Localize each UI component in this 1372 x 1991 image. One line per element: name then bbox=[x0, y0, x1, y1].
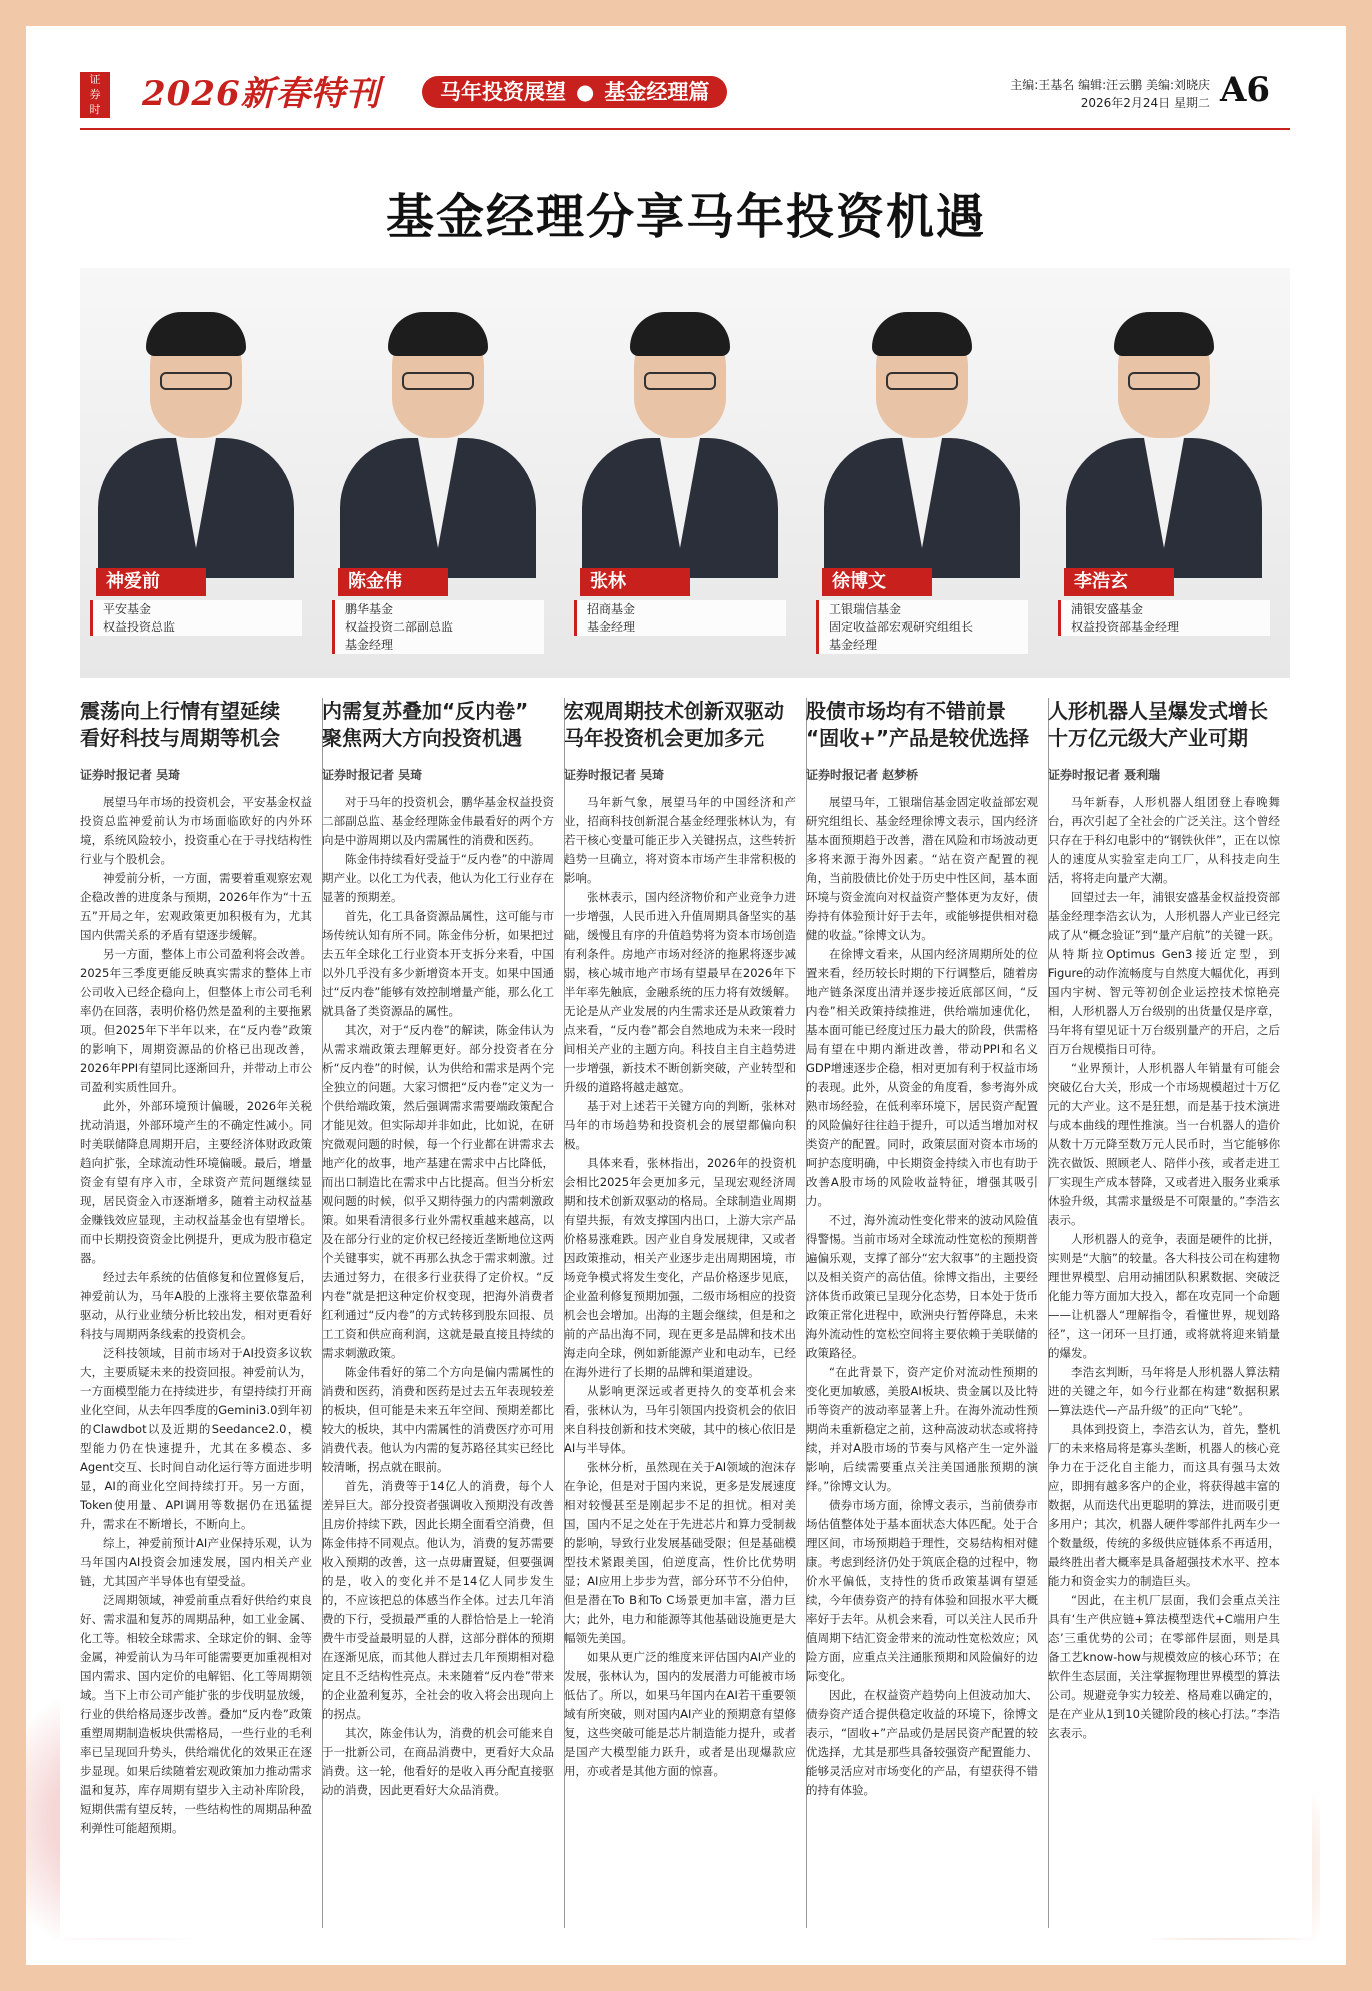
manager-role: 权益投资部基金经理 bbox=[1071, 620, 1180, 634]
portrait-li bbox=[1048, 268, 1290, 678]
article-body bbox=[564, 793, 796, 1781]
glasses-icon bbox=[1128, 372, 1200, 390]
article-paragraph: 对于马年的投资机会，鹏华基金权益投资二部副总监、基金经理陈金伟最看好的两个方向是中游周期以及内需属性的消费和医药。 bbox=[322, 795, 554, 847]
newspaper-page bbox=[60, 48, 1312, 1938]
article-paragraph: 在徐博文看来，从国内经济周期所处的位置来看，经历较长时期的下行调整后，随着房地产链条深度出清并逐步接近底部区间，“反内卷”相关政策持续推进，供给端加速优化，基本面可能已经度过压力最大的阶段，供需格局有望在中期内渐进改善，带动PPI和名义GDP增速逐步企稳，相对更加有利于权益市场的表现。此外，从资金的角度看，参考海外成熟市场经验，在低利率环境下，居民资产配置的风险偏好往往趋于提升，可以适当增加对权类资产的配置。同时，政策层面对资本市场的呵护态度明确，中长期资金持续入市也有助于改善A股市场的风险收益特征，增强其吸引力。 bbox=[806, 947, 1038, 1208]
hair-shape bbox=[630, 312, 730, 356]
section-subtopic: 基金经理篇 bbox=[604, 80, 710, 104]
article-paragraph: 人形机器人的竞争，表面是硬件的比拼，实则是“大脑”的较量。各大科技公司在构建物理世界模型、启用动捕团队积累数据、突破泛化能力等方面加大投入，都在攻克同一个命题——让机器人“理解指令，看懂世界，规划路径”，这一闭环一旦打通，或将就将迎来销量的爆发。 bbox=[1048, 1232, 1280, 1360]
glasses-icon bbox=[644, 372, 716, 390]
headline-line-2: 十万亿元级大产业可期 bbox=[1048, 726, 1248, 750]
article-headline bbox=[322, 698, 554, 752]
article-body bbox=[80, 793, 312, 1838]
article-paragraph: 综上，神爱前预计AI产业保持乐观，认为马年国内AI投资会加速发展，国内相关产业链，尤其国产半导体也有望受益。 bbox=[80, 1536, 312, 1588]
manager-org: 工银瑞信基金 bbox=[829, 602, 902, 616]
article-paragraph: 首先，消费等于14亿人的消费，每个人差异巨大。部分投资者强调收入预期没有改善且房价持续下跌，因此长期全面看空消费，但陈金伟持不同观点。他认为，消费的复苏需要收入预期的改善，这一点毋庸置疑，但要强调的是，收入的变化并不是14亿人同步发生的，不应该把总的体感当作全体。过去几年消费的下行，受损最严重的人群恰恰是上一轮消费牛市受益最明显的人群，这部分群体的预期在逐渐见底，而其他人群过去几年预期相对稳定且不乏结构性亮点。未来随着“反内卷”带来的企业盈利复苏，全社会的收入将会出现向上的拐点。 bbox=[322, 1479, 554, 1721]
section-topic: 马年投资展望 bbox=[440, 80, 566, 104]
manager-org: 平安基金 bbox=[103, 602, 152, 616]
name-card bbox=[1058, 568, 1270, 664]
name-card bbox=[574, 568, 786, 664]
article-byline: 证券时报记者 吴琦 bbox=[80, 768, 181, 782]
headline-line-2: 聚焦两大方向投资机遇 bbox=[322, 726, 522, 750]
article-paragraph: 展望马年市场的投资机会，平安基金权益投资总监神爱前认为市场面临欧好的内外环境，系统风险较小，投资重心在于寻找结构性行业与个股机会。 bbox=[80, 795, 312, 866]
article-paragraph: 债券市场方面，徐博文表示，当前债券市场估值整体处于基本面状态大体匹配。处于合理区间，市场预期趋于理性，交易结构相对健康。考虑到经济仍处于筑底企稳的过程中，物价水平偏低，支持性的货币政策基调有望延续，今年债券资产的持有体验和回报水平大概率好于去年。从机会来看，可以关注人民币升值周期下结汇资金带来的流动性宽松效应；风险方面，应重点关注通胀预期和风险偏好的边际变化。 bbox=[806, 1498, 1038, 1683]
name-card bbox=[816, 568, 1028, 664]
portrait-shen bbox=[80, 268, 322, 678]
article-paragraph: 具体来看，张林指出，2026年的投资机会相比2025年会更加多元，呈现宏观经济周期和技术创新双驱动的格局。全球制造业周期有望共振，有效支撑国内出口，上游大宗产品价格易涨难跌。因产业自身发展规律，又或者因政策推动，相关产业逐步走出周期困境，市场竞争模式将发生变化，产品价格逐步见底，企业盈利修复预期加强，二级市场相应的投资机会也会增加。出海的主题会继续，但是和之前的产品出海不同，现在更多是品牌和技术出海走向全球，例如新能源产业和电动车，已经在海外进行了长期的品牌和渠道建设。 bbox=[564, 1156, 796, 1379]
page-number: A6 bbox=[1220, 70, 1271, 110]
article-paragraph: 基于对上述若干关键方向的判断，张林对马年的市场趋势和投资机会的展望都偏向积极。 bbox=[564, 1099, 796, 1151]
article-paragraph: 马年新春，人形机器人组团登上春晚舞台，再次引起了全社会的广泛关注。这个曾经只存在于科幻电影中的“钢铁伙伴”，正在以惊人的速度从实验室走向工厂，从科技走向生活，将将走向量产大潮。 bbox=[1048, 795, 1280, 885]
article-paragraph: 张林表示，国内经济物价和产业竞争力进一步增强，人民币进入升值周期具备坚实的基础，缓慢且有序的升值趋势将为资本市场创造有利条件。房地产市场对经济的拖累将逐步减弱，核心城市地产市场有望最早在2026年下半年率先触底，金融系统的压力将有效缓解。无论是从产业发展的内生需求还是从政策着力点来看，“反内卷”都会自然地成为未来一段时间相关产业的主题方向。科技自主自主趋势进一步增强，新技术不断创新突破，产业转型和升级的道路将越走越宽。 bbox=[564, 890, 796, 1094]
glasses-icon bbox=[402, 372, 474, 390]
article-column bbox=[806, 698, 1038, 1928]
manager-role: 基金经理 bbox=[587, 620, 636, 634]
manager-info bbox=[816, 600, 1028, 654]
article-paragraph: 泛周期领域，神爱前重点看好供给约束良好、需求温和复苏的周期品种，如工业金属、化工等。相较全球需求、全球定价的铜、金等金属，神爱前认为马年可能需要更加重视相对国内需求、国内定价的电解铝、化工等周期领域。当下上市公司产能扩张的步伐明显放缓，行业的供给格局逐步改善。叠加“反内卷”政策重塑周期制造板块供需格局，一些行业的毛利率已呈现回升势头，供给端优化的效果正在逐步显现。如果后续随着宏观政策加力推动需求温和复苏，库存周期有望步入主动补库阶段，短期供需有望反转，一些结构性的周期品种盈利弹性可能超预期。 bbox=[80, 1593, 312, 1835]
article-paragraph: 另一方面，整体上市公司盈利将会改善。2025年三季度更能反映真实需求的整体上市公司收入已经企稳向上，但整体上市公司毛利率仍在回落，表明价格仍然是盈利的主要拖累项。但2025年下半年以来，在“反内卷”政策的影响下，周期资源品的价格已出现改善，2026年PPI有望同比逐渐回升，并带动上市公司盈利实质性回升。 bbox=[80, 947, 312, 1094]
article-headline bbox=[806, 698, 1038, 752]
section-ribbon bbox=[422, 76, 727, 108]
manager-role: 固定收益部宏观研究组组长 bbox=[829, 620, 974, 634]
manager-name: 张林 bbox=[580, 568, 690, 596]
article-paragraph: 展望马年，工银瑞信基金固定收益部宏观研究组组长、基金经理徐博文表示，国内经济基本面预期趋于改善，潜在风险和市场波动更多将来源于海外因素。“站在资产配置的视角，当前股债比价处于历史中性区间，基本面环境与资金流向对权益资产整体更为友好，债券持有体验预计好于去年，或能够提供相对稳健的收益。”徐博文认为。 bbox=[806, 795, 1038, 942]
article-columns bbox=[80, 698, 1290, 1928]
manager-org: 鹏华基金 bbox=[345, 602, 394, 616]
manager-role-2: 基金经理 bbox=[829, 638, 878, 652]
header-divider bbox=[80, 128, 1290, 130]
article-byline: 证券时报记者 聂利瑞 bbox=[1048, 768, 1161, 782]
article-paragraph: 张林分析，虽然现在关于AI领域的泡沫存在争论，但是对于国内来说，更多是发展速度相对较慢甚至是刚起步不足的担忧。相对美国，国内不足之处在于先进芯片和算力受制裁的影响，导致行业发展基础受限；但是基础模型技术紧跟美国，伯逆度高，性价比优势明显；AI应用上步步为营，部分环节不分伯仲，但是潜在To B和To C场景更加丰富，潜力巨大；此外，电力和能源等其他基础设施更是大幅领先美国。 bbox=[564, 1460, 796, 1645]
manager-name: 徐博文 bbox=[822, 568, 932, 596]
article-paragraph: 马年新气象，展望马年的中国经济和产业，招商科技创新混合基金经理张林认为，有若干核心变量可能正步入关键拐点，这些转折趋势一旦确立，将对资本市场产生非常积极的影响。 bbox=[564, 795, 796, 885]
article-paragraph: “因此，在主机厂层面，我们会重点关注具有‘生产供应链+算法模型迭代+C端用户生态’三重优势的公司；在零部件层面，则是具备工艺know-how与规模效应的核心环节；在软件生态层面，关注掌握物理世界模型的算法公司。规避竞争实力较差、格局难以确定的，是在产业从1到10关键阶段的核心打法。”李浩玄表示。 bbox=[1048, 1593, 1280, 1740]
portrait-strip bbox=[80, 268, 1290, 678]
article-paragraph: 李浩玄判断，马年将是人形机器人算法精进的关键之年，如今行业都在构建“数据积累—算法迭代—产品升级”的正向“飞轮”。 bbox=[1048, 1365, 1280, 1417]
manager-name: 神爱前 bbox=[96, 568, 206, 596]
article-body bbox=[1048, 793, 1280, 1743]
article-paragraph: 神爱前分析，一方面，需要着重观察宏观企稳改善的进度条与预期，2026年作为“十五五”开局之年，宏观政策更加积极有为，尤其国内供需关系的矛盾有望逐步缓解。 bbox=[80, 871, 312, 942]
article-headline bbox=[1048, 698, 1280, 752]
page-header bbox=[60, 48, 1312, 118]
manager-name: 陈金伟 bbox=[338, 568, 448, 596]
article-paragraph: 陈金伟看好的第二个方向是偏内需属性的消费和医药，消费和医药是过去五年表现较差的板块，但可能是未来五年空间、预期差都比较大的板块，其中内需属性的消费医疗亦可用消费代表。他认为内需的复苏路径其实已经比较清晰，拐点就在眼前。 bbox=[322, 1365, 554, 1474]
article-column bbox=[1048, 698, 1280, 1928]
article-paragraph: 陈金伟持续看好受益于“反内卷”的中游周期产业。以化工为代表，他认为化工行业存在显著的预期差。 bbox=[322, 852, 554, 904]
article-paragraph: 其次，对于“反内卷”的解读，陈金伟认为从需求端政策去理解更好。部分投资者在分析“反内卷”的时候，认为供给和需求是两个完全独立的问题。大家习惯把“反内卷”定义为一个供给端政策，然后强调需求需要端政策配合才能见效。但实际却并非如此，比如说，在研究微观问题的时候，每一个行业都在讲需求去地产化的故事，地产基建在需求中占比降低，而出口制造比在需求中占比提高。但当分析宏观问题的时候，似乎又期待强力的内需刺激政策。如果看清很多行业外需权重越来越高，以及在部分行业的定价权已经接近垄断地位这两个关键事实，就不再那么执念于需求刺激。过去通过努力，在很多行业获得了定价权。“反内卷”就是把这种定价权变现，把海外消费者红利通过“反内卷”的方式转移到股东回报、员工工资和供应商利润，这就是最直接且持续的需求刺激政策。 bbox=[322, 1023, 554, 1360]
headline-line-2: 马年投资机会更加多元 bbox=[564, 726, 764, 750]
article-body bbox=[806, 793, 1038, 1800]
article-paragraph: 首先，化工具备资源品属性，这可能与市场传统认知有所不同。陈金伟分析，如果把过去五年全球化工行业资本开支拆分来看，中国以外几乎没有多少新增资本开支。如果中国通过“反内卷”能够有效控制增量产能，那么化工就具备了类资源品的属性。 bbox=[322, 909, 554, 1018]
manager-name: 李浩玄 bbox=[1064, 568, 1174, 596]
article-paragraph: “在此背景下，资产定价对流动性预期的变化更加敏感，美股AI板块、贵金属以及比特币等资产的波动率显著上升。在海外流动性预期尚未重新稳定之前，这种高波动状态或将持续，并对A股市场的节奏与风格产生一定外溢影响，后续需要重点关注美国通胀预期的演绎。”徐博文认为。 bbox=[806, 1365, 1038, 1493]
headline-line-1: 震荡向上行情有望延续 bbox=[80, 699, 280, 723]
portrait-xu bbox=[806, 268, 1048, 678]
newspaper-seal-icon: 证 券 时 bbox=[80, 72, 110, 118]
hair-shape bbox=[388, 312, 488, 356]
article-paragraph: 从影响更深远或者更持久的变革机会来看，张林认为，马年引领国内投资机会的依旧来自科技创新和技术突破，其中的核心依旧是AI与半导体。 bbox=[564, 1384, 796, 1455]
portrait-zhang bbox=[564, 268, 806, 678]
manager-info bbox=[1058, 600, 1270, 636]
staff-credits: 主编:王基名 编辑:汪云鹏 美编:刘晓庆 bbox=[1010, 78, 1210, 92]
manager-info bbox=[90, 600, 302, 636]
separator-dot-icon: ● bbox=[576, 80, 595, 104]
manager-info bbox=[332, 600, 544, 654]
publish-date: 2026年2月24日 星期二 bbox=[1080, 96, 1210, 110]
glasses-icon bbox=[886, 372, 958, 390]
article-byline: 证券时报记者 赵梦桥 bbox=[806, 768, 919, 782]
headline-line-2: 看好科技与周期等机会 bbox=[80, 726, 280, 750]
headline-line-1: 股债市场均有不错前景 bbox=[806, 699, 1006, 723]
name-card bbox=[332, 568, 544, 664]
glasses-icon bbox=[160, 372, 232, 390]
manager-org: 招商基金 bbox=[587, 602, 636, 616]
portrait-chen bbox=[322, 268, 564, 678]
page-title: 基金经理分享马年投资机遇 bbox=[385, 189, 986, 245]
headline-line-1: 宏观周期技术创新双驱动 bbox=[564, 699, 784, 723]
article-paragraph: 如果从更广泛的维度来评估国内AI产业的发展，张林认为，国内的发展潜力可能被市场低估了。所以，如果马年国内在AI若干重要领域有所突破，则对国内AI产业的预期意有望修复，这些突破可能是芯片制造能力提升，或者是国产大模型能力跃升，或者是出现爆款应用，亦或者是其他方面的惊喜。 bbox=[564, 1650, 796, 1778]
manager-role: 权益投资二部副总监 bbox=[345, 620, 454, 634]
hair-shape bbox=[1114, 312, 1214, 356]
article-paragraph: 泛科技领域，目前市场对于AI投资多议软大，主要质疑未来的投资回报。神爱前认为，一方面模型能力在持续进步，有望持续打开商业化空间，从去年四季度的Gemini3.0到年初的Clawdbot以及近期的Seedance2.0，模型能力仍在快速提升，尤其在多模态、多Agent交互、长时间自动化运行等方面进步明显，AI的商业化空间持续打开。另一方面，Token使用量、API调用等数据仍在迅猛提升，需求在不断增长，不断向上。 bbox=[80, 1346, 312, 1531]
hair-shape bbox=[146, 312, 246, 356]
headline-line-2: “固收+”产品是较优选择 bbox=[806, 726, 1030, 750]
article-column bbox=[80, 698, 312, 1928]
article-paragraph: 此外，外部环境预计偏暖，2026年关税扰动消退，外部环境产生的不确定性减小。同时美联储降息周期开启，主要经济体财政政策趋向扩张，全球流动性环境偏暖。最后，增量资金有望有序入市，全球资产荒问题继续显现，居民资金入市逐渐增多，随着主动权益基金赚钱效应显现，主动权益基金也有望增长。而中长期投资资金比例提升，更成为股市稳定器。 bbox=[80, 1099, 312, 1265]
manager-info bbox=[574, 600, 786, 636]
manager-role-2: 基金经理 bbox=[345, 638, 394, 652]
issue-brand: 2026新春特刊 bbox=[142, 74, 381, 114]
manager-role: 权益投资总监 bbox=[103, 620, 176, 634]
article-byline: 证券时报记者 吴琦 bbox=[322, 768, 423, 782]
article-paragraph: 回望过去一年，浦银安盛基金权益投资部基金经理李浩玄认为，人形机器人产业已经完成了从“概念验证”到“量产启航”的关键一跃。从特斯拉Optimus Gen3接近定型，到Figure的动作流畅度与自然度大幅优化，再到国内宇树、智元等初创企业运控技术惊艳亮相，人形机器人万台级别的出货量仅是序章，马年将有望见证十万台级别量产的开启，之后百万台规模指日可待。 bbox=[1048, 890, 1280, 1056]
hair-shape bbox=[872, 312, 972, 356]
article-paragraph: 具体到投资上，李浩玄认为，首先，整机厂的未来格局将是寡头垄断，机器人的核心竞争力在于泛化自主能力，而这具有强马太效应，即拥有越多客户的企业，将获得越丰富的数据，从而迭代出更聪明的算法，进而吸引更多用户；其次，机器人硬件零部件扎两车少一个数量级，传统的多级供应链体系不再适用，最终胜出者大概率是具备超强技术水平、控本能力和资金实力的制造巨头。 bbox=[1048, 1422, 1280, 1588]
page-meta bbox=[1010, 76, 1210, 112]
article-byline: 证券时报记者 吴琦 bbox=[564, 768, 665, 782]
article-paragraph: 经过去年系统的估值修复和位置修复后，神爱前认为，马年A股的上涨将主要依靠盈利驱动，从行业业绩分析比较出发，相对更看好科技与周期两条线索的投资机会。 bbox=[80, 1270, 312, 1341]
article-paragraph: “业界预计，人形机器人年销量有可能会突破亿台大关，形成一个市场规模超过十万亿元的大产业。这不是狂想，而是基于技术演进与成本曲线的理性推演。当一台机器人的造价从数十万元降至数万元人民币时，当它能够你洗衣做饭、照顾老人、陪伴小孩，或者走进工厂实现生产成本替降，又或者进入服务业乘承休验升级，其需求量级是不可限量的。”李浩玄表示。 bbox=[1048, 1061, 1280, 1227]
headline-line-1: 内需复苏叠加“反内卷” bbox=[322, 699, 529, 723]
article-column bbox=[322, 698, 554, 1928]
article-paragraph: 不过，海外流动性变化带来的波动风险值得警惕。当前市场对全球流动性宽松的预期普遍偏乐观，支撑了部分“宏大叙事”的主题投资以及相关资产的高估值。徐博文指出，主要经济体货币政策已呈现分化态势，日本处于货币政策正常化进程中，欧洲央行暂停降息，未来海外流动性的宽松空间将主要依赖于美联储的政策路径。 bbox=[806, 1213, 1038, 1360]
manager-org: 浦银安盛基金 bbox=[1071, 602, 1144, 616]
headline-line-1: 人形机器人呈爆发式增长 bbox=[1048, 699, 1268, 723]
article-body bbox=[322, 793, 554, 1800]
article-headline bbox=[564, 698, 796, 752]
article-paragraph: 其次，陈金伟认为，消费的机会可能来自于一批新公司，在商品消费中，更看好大众品消费。这一轮，他看好的是收入再分配直接驱动的消费，因此更看好大众品消费。 bbox=[322, 1726, 554, 1797]
article-headline bbox=[80, 698, 312, 752]
article-paragraph: 因此，在权益资产趋势向上但波动加大、债券资产适合提供稳定收益的环境下，徐博文表示，“固收+”产品或仍是居民资产配置的较优选择，尤其是那些具备较强资产配置能力、能够灵活应对市场变化的产品，有望获得不错的持有体验。 bbox=[806, 1688, 1038, 1797]
name-card bbox=[90, 568, 302, 664]
article-column bbox=[564, 698, 796, 1928]
